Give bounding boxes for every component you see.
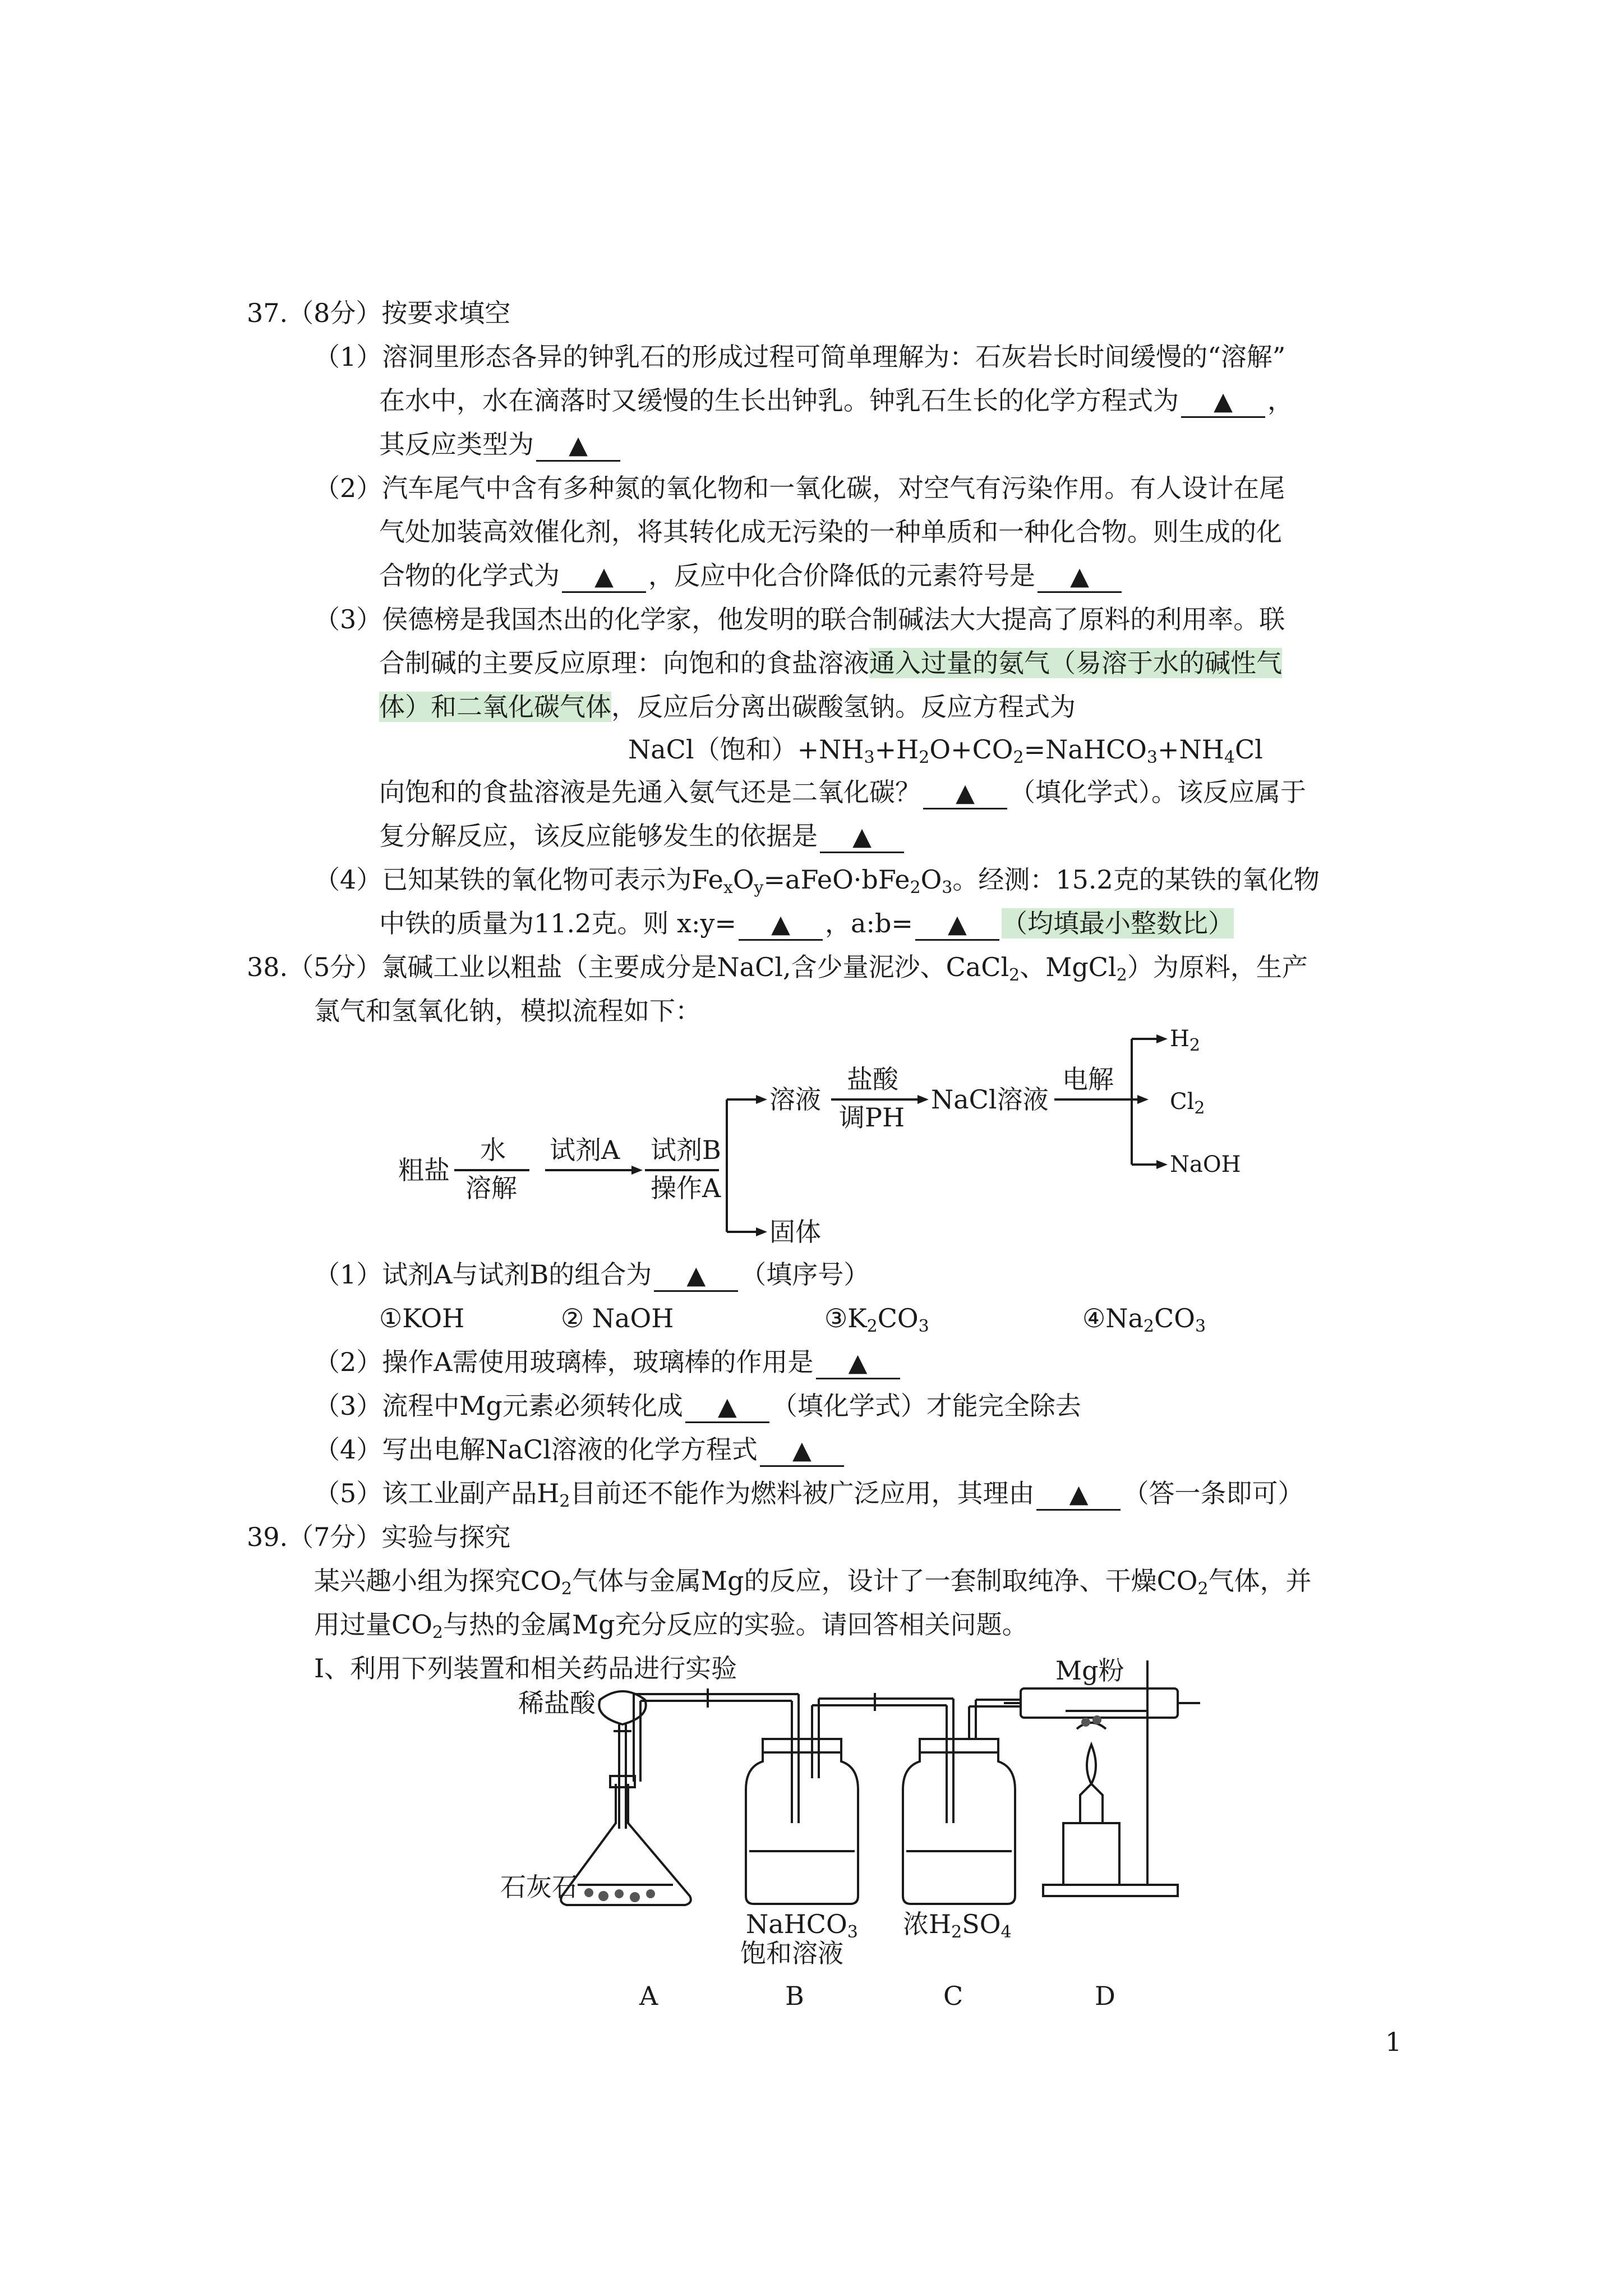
blank-marker: ▲ bbox=[771, 910, 790, 938]
q38-sub5: （5）该工业副产品$H_2$目前还不能作为燃料被广泛应用，其理由 ▲ （答一条即可） bbox=[314, 1478, 1304, 1511]
text: （答一条即可） bbox=[1123, 1478, 1304, 1508]
q37-part1-line1: （1）溶洞里形态各异的钟乳石的形成过程可简单理解为：石灰岩长时间缓慢的“溶解” bbox=[314, 342, 1286, 372]
reaction-equation: NaCl（饱和）$+NH_3+H_2O+CO_2=NaHCO_3+NH_4Cl$ bbox=[628, 734, 1263, 767]
label-saturated-solution: 饱和溶液 bbox=[740, 1938, 843, 1968]
text: ， bbox=[1267, 385, 1293, 416]
option-1: ①KOH bbox=[379, 1303, 465, 1333]
q37-part4-line1: （4）已知某铁的氧化物可表示为$Fe_xO_y=aFeO\cdot bFe_2O_3$。经测：15.2克的某铁的氧化物 bbox=[314, 864, 1320, 898]
flow-operation-a: 操作A bbox=[651, 1173, 721, 1203]
q38-heading-line2: 氯气和氢氧化钠，模拟流程如下： bbox=[314, 996, 701, 1026]
blank-marker: ▲ bbox=[1070, 562, 1089, 591]
blank-marker: ▲ bbox=[1069, 1480, 1089, 1508]
text: ，反应后分离出碳酸氢钠。反应方程式为 bbox=[611, 692, 1076, 722]
label-apparatus-a: A bbox=[639, 1981, 658, 2011]
blank-marker: ▲ bbox=[1214, 387, 1233, 416]
q39-line2: 用过量$CO_2$与热的金属Mg充分反应的实验。请回答相关问题。 bbox=[314, 1609, 1028, 1642]
label-conc-h2so4: 浓$H_2SO_4$ bbox=[903, 1909, 1012, 1942]
text: 其反应类型为 bbox=[379, 429, 534, 459]
text: 向饱和的食盐溶液是先通入氨气还是二氧化碳？ bbox=[379, 777, 921, 807]
q39-line3: Ⅰ、利用下列装置和相关药品进行实验 bbox=[314, 1653, 737, 1683]
blank-marker: ▲ bbox=[792, 1436, 811, 1465]
label-dilute-hcl: 稀盐酸 bbox=[518, 1688, 596, 1718]
flow-water: 水 bbox=[480, 1135, 506, 1165]
highlighted-text: 体）和二氧化碳气体 bbox=[379, 692, 611, 722]
text: （1）试剂A与试剂B的组合为 bbox=[314, 1259, 652, 1290]
page-number: 1 bbox=[1385, 2027, 1402, 2057]
q38-heading-line1: 38.（5分）氯碱工业以粗盐（主要成分是NaCl,含少量泥沙、CaCl$_2$、MgCl$_2$）为原料，生产 bbox=[247, 952, 1308, 985]
label-nahco3: NaHCO$_3$ bbox=[746, 1909, 858, 1942]
highlighted-text: 通入过量的氨气（易溶于水的碱性气 bbox=[869, 648, 1282, 678]
blank-marker: ▲ bbox=[848, 1349, 868, 1377]
option-4: $④Na_2CO_3$ bbox=[1082, 1303, 1206, 1336]
blank-marker: ▲ bbox=[569, 431, 588, 459]
q37-heading: 37.（8分）按要求填空 bbox=[247, 298, 511, 328]
text: （填化学式）。该反应属于 bbox=[1009, 777, 1306, 807]
option-3: $③K_2CO_3$ bbox=[824, 1303, 929, 1336]
flow-hcl: 盐酸 bbox=[847, 1064, 898, 1094]
flow-solution: 溶液 bbox=[769, 1084, 821, 1115]
text: （填化学式）才能完全除去 bbox=[771, 1391, 1081, 1421]
q39-heading: 39.（7分）实验与探究 bbox=[247, 1522, 511, 1552]
flow-reagent-b: 试剂B bbox=[651, 1135, 721, 1165]
flow-electrolysis: 电解 bbox=[1062, 1064, 1114, 1094]
blank-marker: ▲ bbox=[948, 910, 967, 938]
q37-part2-line2: 气处加装高效催化剂，将其转化成无污染的一种单质和一种化合物。则生成的化 bbox=[379, 517, 1282, 547]
label-apparatus-d: D bbox=[1095, 1981, 1115, 2011]
flow-adjust-ph: 调PH bbox=[839, 1102, 905, 1133]
flow-cl2: $Cl_2$ bbox=[1170, 1089, 1205, 1118]
text: （2）操作A需使用玻璃棒，玻璃棒的作用是 bbox=[314, 1347, 814, 1377]
q37-part2-line1: （2）汽车尾气中含有多种氮的氧化物和一氧化碳，对空气有污染作用。有人设计在尾 bbox=[314, 473, 1285, 503]
text: 合制碱的主要反应原理：向饱和的食盐溶液 bbox=[379, 648, 869, 678]
label-apparatus-c: C bbox=[943, 1981, 963, 2011]
label-limestone: 石灰石 bbox=[500, 1872, 578, 1902]
flow-nacl-solution: NaCl溶液 bbox=[931, 1084, 1049, 1115]
blank-marker: ▲ bbox=[956, 779, 975, 807]
flow-dissolve: 溶解 bbox=[465, 1173, 517, 1203]
text: 中铁的质量为11.2克。则 x:y= bbox=[379, 908, 737, 938]
text: （填序号） bbox=[740, 1259, 870, 1290]
text: ，a:b= bbox=[825, 908, 913, 938]
option-2: ② NaOH bbox=[561, 1303, 674, 1333]
text: 合物的化学式为 bbox=[379, 560, 560, 591]
flow-crude-salt: 粗盐 bbox=[398, 1155, 450, 1185]
blank-marker: ▲ bbox=[852, 822, 872, 851]
flow-naoh: NaOH bbox=[1170, 1152, 1241, 1177]
text: （3）流程中Mg元素必须转化成 bbox=[314, 1391, 683, 1421]
blank-marker: ▲ bbox=[686, 1261, 706, 1290]
label-mg-powder: Mg粉 bbox=[1055, 1655, 1124, 1686]
blank-marker: ▲ bbox=[594, 562, 614, 591]
text: 复分解反应，该反应能够发生的依据是 bbox=[379, 821, 818, 851]
blank-marker: ▲ bbox=[717, 1392, 737, 1421]
flow-h2: $H_2$ bbox=[1170, 1026, 1200, 1055]
text: （4）写出电解NaCl溶液的化学方程式 bbox=[314, 1434, 758, 1465]
highlighted-text: （均填最小整数比） bbox=[1001, 908, 1234, 938]
text: ，反应中化合价降低的元素符号是 bbox=[648, 560, 1035, 591]
q39-line1: 某兴趣小组为探究$CO_2$气体与金属Mg的反应，设计了一套制取纯净、干燥$CO_2$气体，并 bbox=[314, 1566, 1312, 1599]
flow-reagent-a: 试剂A bbox=[550, 1135, 620, 1165]
flow-solid: 固体 bbox=[769, 1217, 821, 1247]
label-apparatus-b: B bbox=[785, 1981, 804, 2011]
text: 在水中，水在滴落时又缓慢的生长出钟乳。钟乳石生长的化学方程式为 bbox=[379, 385, 1179, 416]
q37-part3-line1: （3）侯德榜是我国杰出的化学家，他发明的联合制碱法大大提高了原料的利用率。联 bbox=[314, 604, 1285, 634]
